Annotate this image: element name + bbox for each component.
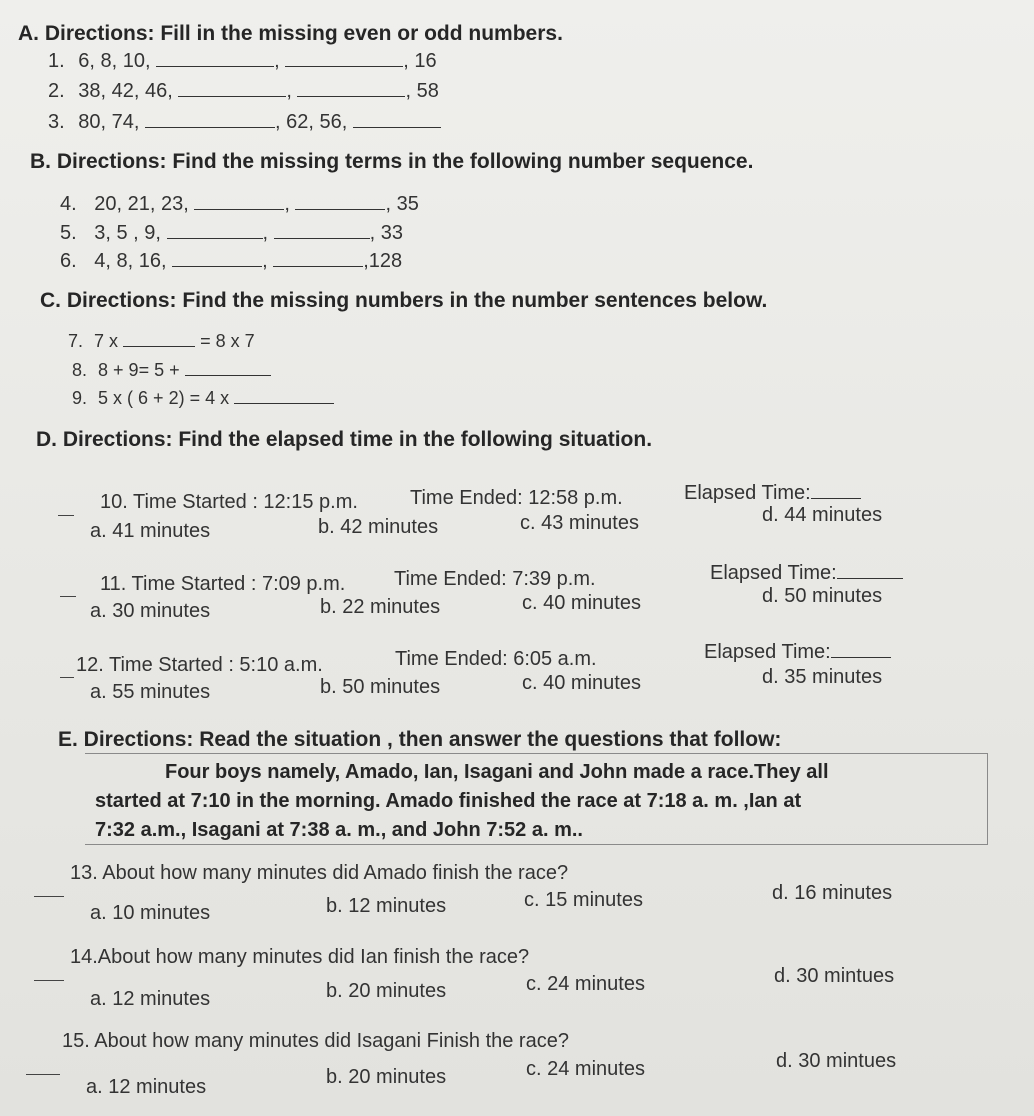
choice-a: a. 12 minutes [90, 988, 211, 1010]
item-left: 5 x ( 6 + 2) = 4 x [98, 388, 230, 408]
item-start: 3, 5 , 9, [94, 222, 161, 244]
answer-blank[interactable] [831, 656, 891, 658]
item-number: 8. [72, 360, 88, 380]
time-ended: Time Ended: 7:39 p.m. [394, 568, 596, 590]
item-8 [72, 360, 271, 381]
choice-d: d. 30 mintues [776, 1050, 897, 1072]
elapsed-time [710, 562, 903, 585]
elapsed-label: Elapsed Time: [684, 482, 811, 504]
choice-c: c. 24 minutes [526, 973, 645, 995]
choice-b: b. 12 minutes [326, 895, 447, 917]
item-number: 1. [48, 50, 65, 72]
answer-blank[interactable] [837, 577, 903, 579]
item-start: 6, 8, 10, [78, 50, 151, 72]
item-number: 5. [60, 222, 77, 244]
elapsed-label: Elapsed Time: [704, 641, 831, 663]
answer-blank[interactable] [178, 95, 286, 97]
item-7 [68, 331, 255, 352]
answer-blank[interactable] [194, 208, 284, 210]
item-2 [48, 80, 439, 103]
choice-a: a. 12 minutes [86, 1076, 207, 1098]
item-number: 3. [48, 111, 65, 133]
situation-line-2: started at 7:10 in the morning. Amado finished the race at 7:18 a. m. ,Ian at [95, 790, 802, 812]
section-e-heading: E. Directions: Read the situation , then answer the questions that follow: [58, 728, 782, 751]
item-4 [60, 193, 419, 216]
question-13: 13. About how many minutes did Amado finish the race? [70, 862, 569, 884]
item-left: 8 + 9= 5 + [98, 360, 180, 380]
item-number: 10. [100, 491, 128, 513]
item-10-started [100, 491, 358, 514]
answer-blank[interactable] [123, 345, 195, 347]
item-12-started [76, 654, 323, 677]
item-11-started [100, 573, 345, 596]
section-d-heading: D. Directions: Find the elapsed time in the following situation. [36, 428, 653, 451]
elapsed-time [704, 641, 891, 664]
answer-blank[interactable] [167, 237, 263, 239]
choice-d: d. 50 minutes [762, 585, 883, 607]
item-left: 7 x [94, 331, 119, 351]
item-right: = 8 x 7 [200, 331, 255, 351]
item-number: 6. [60, 250, 77, 272]
situation-box [85, 753, 988, 845]
choice-b: b. 42 minutes [318, 516, 439, 538]
item-separator: , [286, 80, 292, 102]
answer-blank[interactable] [353, 126, 441, 128]
item-3 [48, 111, 441, 134]
choice-d: d. 30 mintues [774, 965, 895, 987]
item-5 [60, 222, 403, 245]
item-6 [60, 250, 402, 273]
choice-a: a. 10 minutes [90, 902, 211, 924]
answer-blank[interactable] [234, 402, 334, 404]
choice-c: c. 40 minutes [522, 592, 641, 614]
answer-blank[interactable] [274, 237, 370, 239]
answer-blank[interactable] [26, 1074, 60, 1075]
time-started: Time Started : 12:15 p.m. [133, 491, 358, 513]
item-number: 12. [76, 654, 104, 676]
item-number: 11. [100, 573, 127, 595]
answer-blank[interactable] [811, 497, 861, 499]
question-15: 15. About how many minutes did Isagani Finish the race? [62, 1030, 569, 1052]
answer-blank[interactable] [285, 65, 403, 67]
answer-blank[interactable] [34, 980, 64, 981]
item-1 [48, 50, 437, 73]
item-number: 7. [68, 331, 84, 351]
item-number: 9. [72, 388, 88, 408]
choice-c: c. 24 minutes [526, 1058, 645, 1080]
answer-blank[interactable] [58, 515, 74, 516]
answer-blank[interactable] [60, 596, 76, 597]
choice-a: a. 55 minutes [90, 681, 211, 703]
item-start: 20, 21, 23, [94, 193, 189, 215]
time-ended: Time Ended: 12:58 p.m. [410, 487, 623, 509]
choice-a: a. 30 minutes [90, 600, 211, 622]
choice-b: b. 22 minutes [320, 596, 441, 618]
answer-blank[interactable] [273, 265, 363, 267]
item-separator: , [284, 193, 290, 215]
item-number: 4. [60, 193, 77, 215]
item-separator: , [262, 250, 268, 272]
choice-c: c. 15 minutes [524, 889, 643, 911]
item-9 [72, 388, 334, 409]
section-c-heading: C. Directions: Find the missing numbers in the number sentences below. [40, 289, 768, 312]
item-number: 2. [48, 80, 65, 102]
section-b-heading: B. Directions: Find the missing terms in the following number sequence. [30, 150, 754, 173]
item-separator: , [274, 50, 280, 72]
answer-blank[interactable] [156, 65, 274, 67]
answer-blank[interactable] [297, 95, 405, 97]
situation-line-3: 7:32 a.m., Isagani at 7:38 a. m., and John 7:52 a. m.. [95, 819, 583, 841]
time-ended: Time Ended: 6:05 a.m. [395, 648, 597, 670]
item-end: , 35 [385, 193, 419, 215]
choice-b: b. 20 minutes [326, 1066, 447, 1088]
answer-blank[interactable] [34, 896, 64, 897]
answer-blank[interactable] [295, 208, 385, 210]
choice-d: d. 44 minutes [762, 504, 883, 526]
answer-blank[interactable] [185, 374, 271, 376]
choice-b: b. 50 minutes [320, 676, 441, 698]
choice-c: c. 40 minutes [522, 672, 641, 694]
choice-d: d. 16 minutes [772, 882, 893, 904]
item-separator: , [262, 222, 269, 244]
situation-line-1: Four boys namely, Amado, Ian, Isagani and John made a race.They all [165, 761, 829, 783]
item-end: , 16 [403, 50, 437, 72]
elapsed-label: Elapsed Time: [710, 562, 837, 584]
elapsed-time [684, 482, 861, 505]
answer-blank[interactable] [145, 126, 275, 128]
question-14: 14.About how many minutes did Ian finish the race? [70, 946, 530, 968]
item-end: , 58 [405, 80, 439, 102]
item-separator: , 62, 56, [274, 111, 348, 133]
item-start: 38, 42, 46, [78, 80, 173, 102]
choice-a: a. 41 minutes [90, 520, 211, 542]
item-end: , 33 [369, 222, 404, 244]
choice-b: b. 20 minutes [326, 980, 447, 1002]
item-end: ,128 [363, 250, 403, 272]
choice-d: d. 35 minutes [762, 666, 883, 688]
item-start: 80, 74, [78, 111, 140, 133]
answer-blank[interactable] [172, 265, 262, 267]
answer-blank[interactable] [60, 677, 74, 678]
time-started: Time Started : 5:10 a.m. [109, 654, 323, 676]
choice-c: c. 43 minutes [520, 512, 639, 534]
time-started: Time Started : 7:09 p.m. [131, 573, 346, 595]
section-a-heading: A. Directions: Fill in the missing even or odd numbers. [18, 22, 563, 45]
item-start: 4, 8, 16, [94, 250, 167, 272]
